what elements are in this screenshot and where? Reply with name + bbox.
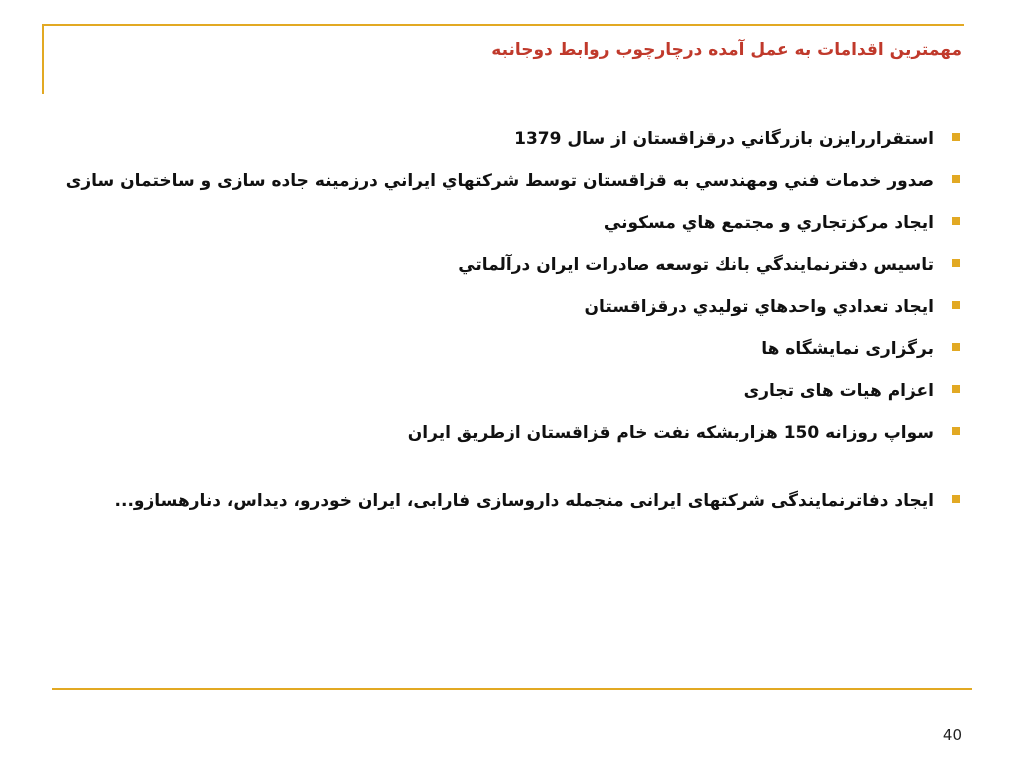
bullet-text: سواپ روزانه 150 هزاربشكه نفت خام قزاقستان ازطريق ايران: [407, 423, 934, 443]
bullet-item-1: [60, 118, 960, 160]
bullet-item-4: [60, 244, 960, 286]
square-bullet-icon: [952, 301, 960, 309]
bullet-item-7: [60, 370, 960, 412]
slide-title: مهمترين اقدامات به عمل آمده درچارچوب روابط دوجانبه: [491, 40, 962, 60]
bullet-text: برگزاری نمایشگاه ها: [761, 339, 934, 359]
bullet-text: ايجاد مركزتجاري و مجتمع هاي مسكوني: [603, 213, 934, 233]
bullet-text: صدور خدمات فني ومهندسي به قزاقستان توسط شركتهاي ايراني درزمينه جاده سازی و ساختمان سازی: [65, 171, 934, 191]
page-number: 40: [942, 726, 962, 744]
square-bullet-icon: [952, 259, 960, 267]
bullet-text: ايجاد تعدادي واحدهاي توليدي درقزاقستان: [584, 297, 934, 317]
bullet-item-5: [60, 286, 960, 328]
square-bullet-icon: [952, 385, 960, 393]
bottom-divider: [52, 688, 972, 690]
square-bullet-icon: [952, 133, 960, 141]
bullet-item-8: [60, 412, 960, 454]
square-bullet-icon: [952, 343, 960, 351]
bullet-item-6: [60, 328, 960, 370]
bullet-text: استقراررايزن بازرگاني درقزاقستان از سال 1379: [514, 129, 934, 149]
square-bullet-icon: [952, 175, 960, 183]
square-bullet-icon: [952, 217, 960, 225]
bullet-text: تاسيس دفترنمايندگي بانك توسعه صادرات ايران درآلماتي: [458, 255, 934, 275]
square-bullet-icon: [952, 427, 960, 435]
square-bullet-icon: [952, 495, 960, 503]
bullet-item-3: [60, 202, 960, 244]
top-divider: [42, 24, 964, 26]
bullet-list: [60, 118, 960, 522]
bullet-item-9: [60, 480, 960, 522]
bullet-item-2: [60, 160, 960, 202]
bullet-text: اعزام هیات های تجاری: [743, 381, 934, 401]
bullet-text: ایجاد دفاترنمایندگی شرکتهای ایرانی منجمله داروسازی فارابی، ایران خودرو، دیداس، دنارهسازو...: [114, 491, 934, 511]
left-divider: [42, 24, 44, 94]
